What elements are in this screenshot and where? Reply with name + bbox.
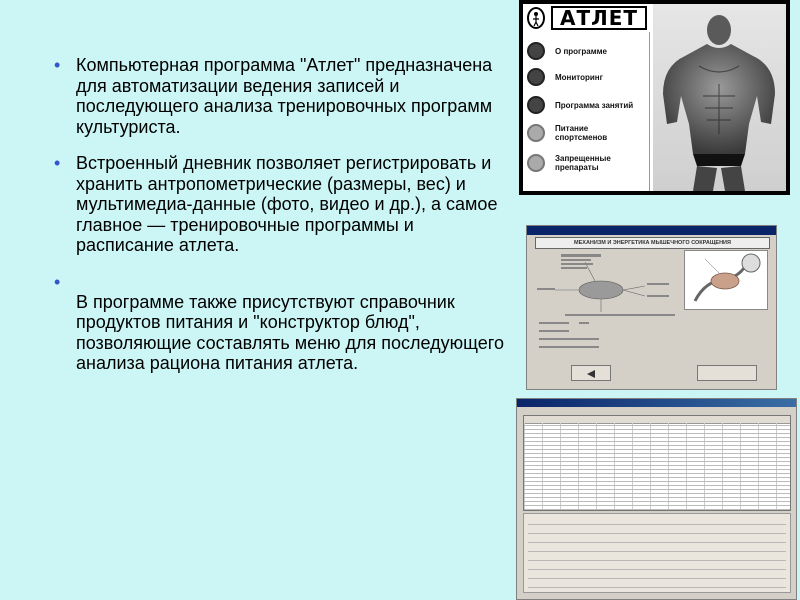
athlete-logo-icon [527, 7, 545, 29]
bullet-text: Встроенный дневник позволяет регистрировать и хранить антропометрические (размеры, вес) и мультимедиа-данные (фото, видео и др.), а самое главное — тренировочные программы и расписание атлета. [76, 153, 498, 255]
menu-item-label: Запрещенные препараты [555, 154, 611, 172]
glossary-button[interactable] [697, 365, 757, 381]
summary-panel [523, 513, 791, 593]
summary-lines [528, 518, 786, 588]
window-titlebar [517, 399, 796, 407]
menu-item-about[interactable] [527, 42, 607, 60]
main-menu [523, 32, 650, 191]
menu-item-label: Программа занятий [555, 100, 634, 110]
food-plate-icon [527, 124, 545, 142]
arm-illustration [684, 250, 768, 310]
back-button[interactable] [571, 365, 611, 381]
menu-item-banned-drugs[interactable] [527, 154, 615, 172]
bullet-text: В программе также присутствуют справочник продуктов питания и "конструктор блюд", позволяющие составлять меню для последующего анализа рациона питания атлета. [76, 291, 504, 373]
menu-item-label: Питание спортсменов [555, 124, 608, 142]
slide-text [54, 55, 504, 374]
bullet-text: Компьютерная программа "Атлет" предназначена для автоматизации ведения записей и последующего анализа тренировочных программ культуриста. [76, 55, 493, 137]
window-titlebar [527, 226, 776, 235]
menu-item-training-program[interactable] [527, 96, 633, 114]
menu-item-label: Мониторинг [555, 72, 603, 82]
menu-item-nutrition[interactable] [527, 124, 615, 142]
gear-icon [527, 42, 545, 60]
bullet-item-program [54, 55, 504, 137]
nutrition-table-screenshot [516, 398, 797, 600]
app-logo [523, 4, 653, 32]
pill-icon [527, 154, 545, 172]
bullet-item-nutrition [54, 272, 504, 374]
bullet-item-diary [54, 153, 504, 256]
muscle-mechanism-screenshot [526, 225, 777, 390]
products-table [523, 415, 791, 511]
app-logo-text: АТЛЕТ [551, 6, 647, 30]
dumbbell-plate-icon [527, 68, 545, 86]
atlet-menu-screenshot [519, 0, 790, 195]
athlete-photo [653, 4, 786, 191]
dumbbell-plate-icon [527, 96, 545, 114]
menu-item-monitoring[interactable] [527, 68, 603, 86]
window-menubar [517, 407, 796, 413]
diagram-heading: МЕХАНИЗМ И ЭНЕРГЕТИКА МЫШЕЧНОГО СОКРАЩЕНИЯ [535, 237, 770, 249]
menu-item-label: О программе [555, 46, 608, 56]
mechanism-diagram [535, 250, 768, 350]
table-grid [524, 423, 790, 510]
bullet-list [54, 55, 504, 374]
